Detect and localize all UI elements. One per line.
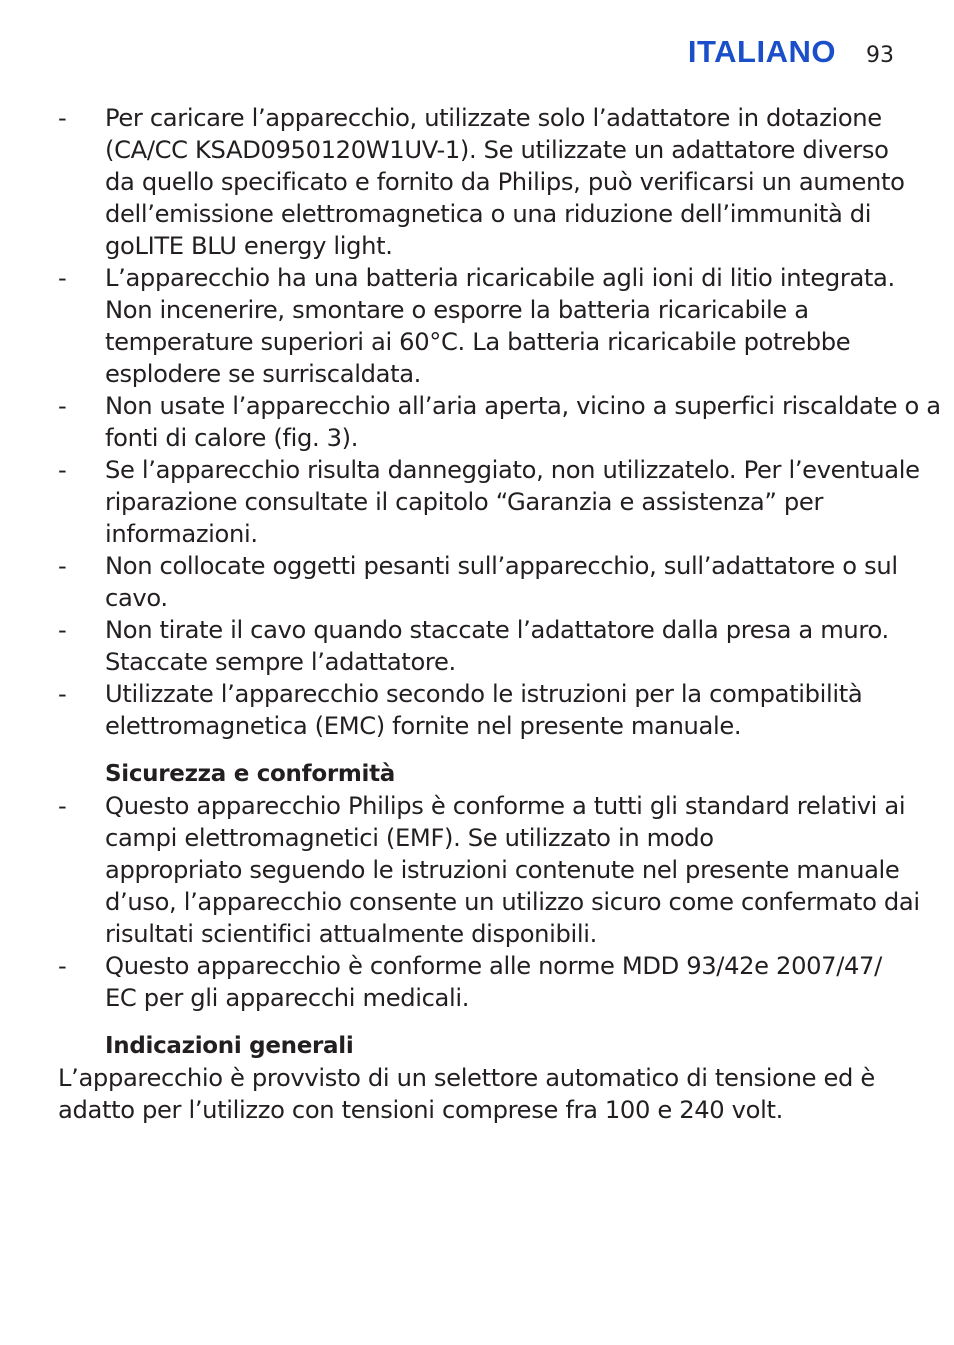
text-line: Staccate sempre l’adattatore. [105, 648, 456, 676]
text-line: Non incenerire, smontare o esporre la batteria ricaricabile a [105, 296, 809, 324]
list-item [58, 454, 920, 550]
text-line: Questo apparecchio è conforme alle norme MDD 93/42e 2007/47/ [105, 952, 882, 980]
list-item [58, 950, 898, 1014]
text-line: dell’emissione elettromagnetica o una riduzione dell’immunità di [105, 200, 872, 228]
bullet-dash: - [58, 680, 67, 708]
section-heading-safety: Sicurezza e conformità [105, 761, 396, 787]
text-line: da quello specificato e fornito da Philips, può verificarsi un aumento [105, 168, 905, 196]
text-line: temperature superiori ai 60°C. La batteria ricaricabile potrebbe [105, 328, 851, 356]
text-line: EC per gli apparecchi medicali. [105, 984, 470, 1012]
bullet-dash: - [58, 456, 67, 484]
bullet-dash: - [58, 552, 67, 580]
bullet-dash: - [58, 392, 67, 420]
text-line: appropriato seguendo le istruzioni contenute nel presente manuale [105, 856, 900, 884]
warnings-list [58, 102, 941, 742]
text-line: campi elettromagnetici (EMF). Se utilizzato in modo [105, 824, 714, 852]
safety-list [58, 790, 920, 1014]
text-line: Questo apparecchio Philips è conforme a tutti gli standard relativi ai [105, 792, 906, 820]
bullet-dash: - [58, 952, 67, 980]
text-line: elettromagnetica (EMC) fornite nel presente manuale. [105, 712, 742, 740]
list-item [58, 790, 920, 950]
text-line: Non usate l’apparecchio all’aria aperta, vicino a superfici riscaldate o a [105, 392, 941, 420]
bullet-dash: - [58, 792, 67, 820]
text-line: Non tirate il cavo quando staccate l’adattatore dalla presa a muro. [105, 616, 889, 644]
text-line: fonti di calore (fig. 3). [105, 424, 359, 452]
list-item [58, 678, 898, 742]
text-line: Se l’apparecchio risulta danneggiato, non utilizzatelo. Per l’eventuale [105, 456, 920, 484]
list-item [58, 102, 905, 262]
text-line: informazioni. [105, 520, 258, 548]
list-item [58, 614, 898, 678]
list-item [58, 262, 898, 390]
text-line: (CA/CC KSAD0950120W1UV-1). Se utilizzate un adattatore diverso [105, 136, 889, 164]
text-line: riparazione consultate il capitolo “Garanzia e assistenza” per [105, 488, 824, 516]
text-line: esplodere se surriscaldata. [105, 360, 422, 388]
language-label: ITALIANO [687, 34, 836, 69]
page-number: 93 [866, 43, 894, 68]
general-paragraph [58, 1062, 898, 1126]
bullet-dash: - [58, 104, 67, 132]
list-item [58, 390, 941, 454]
text-line: goLITE BLU energy light. [105, 232, 393, 260]
text-line: L’apparecchio ha una batteria ricaricabile agli ioni di litio integrata. [105, 264, 895, 292]
page-header [688, 34, 894, 70]
text-line: adatto per l’utilizzo con tensioni comprese fra 100 e 240 volt. [58, 1096, 783, 1124]
bullet-dash: - [58, 616, 67, 644]
list-item [58, 550, 898, 614]
text-line: d’uso, l’apparecchio consente un utilizzo sicuro come confermato dai [105, 888, 920, 916]
section-heading-general: Indicazioni generali [105, 1033, 354, 1059]
text-line: L’apparecchio è provvisto di un selettore automatico di tensione ed è [58, 1064, 875, 1092]
text-line: cavo. [105, 584, 168, 612]
page-content [58, 102, 941, 1126]
bullet-dash: - [58, 264, 67, 292]
text-line: Non collocate oggetti pesanti sull’apparecchio, sull’adattatore o sul [105, 552, 898, 580]
text-line: Utilizzate l’apparecchio secondo le istruzioni per la compatibilità [105, 680, 863, 708]
text-line: Per caricare l’apparecchio, utilizzate solo l’adattatore in dotazione [105, 104, 882, 132]
text-line: risultati scientifici attualmente disponibili. [105, 920, 597, 948]
